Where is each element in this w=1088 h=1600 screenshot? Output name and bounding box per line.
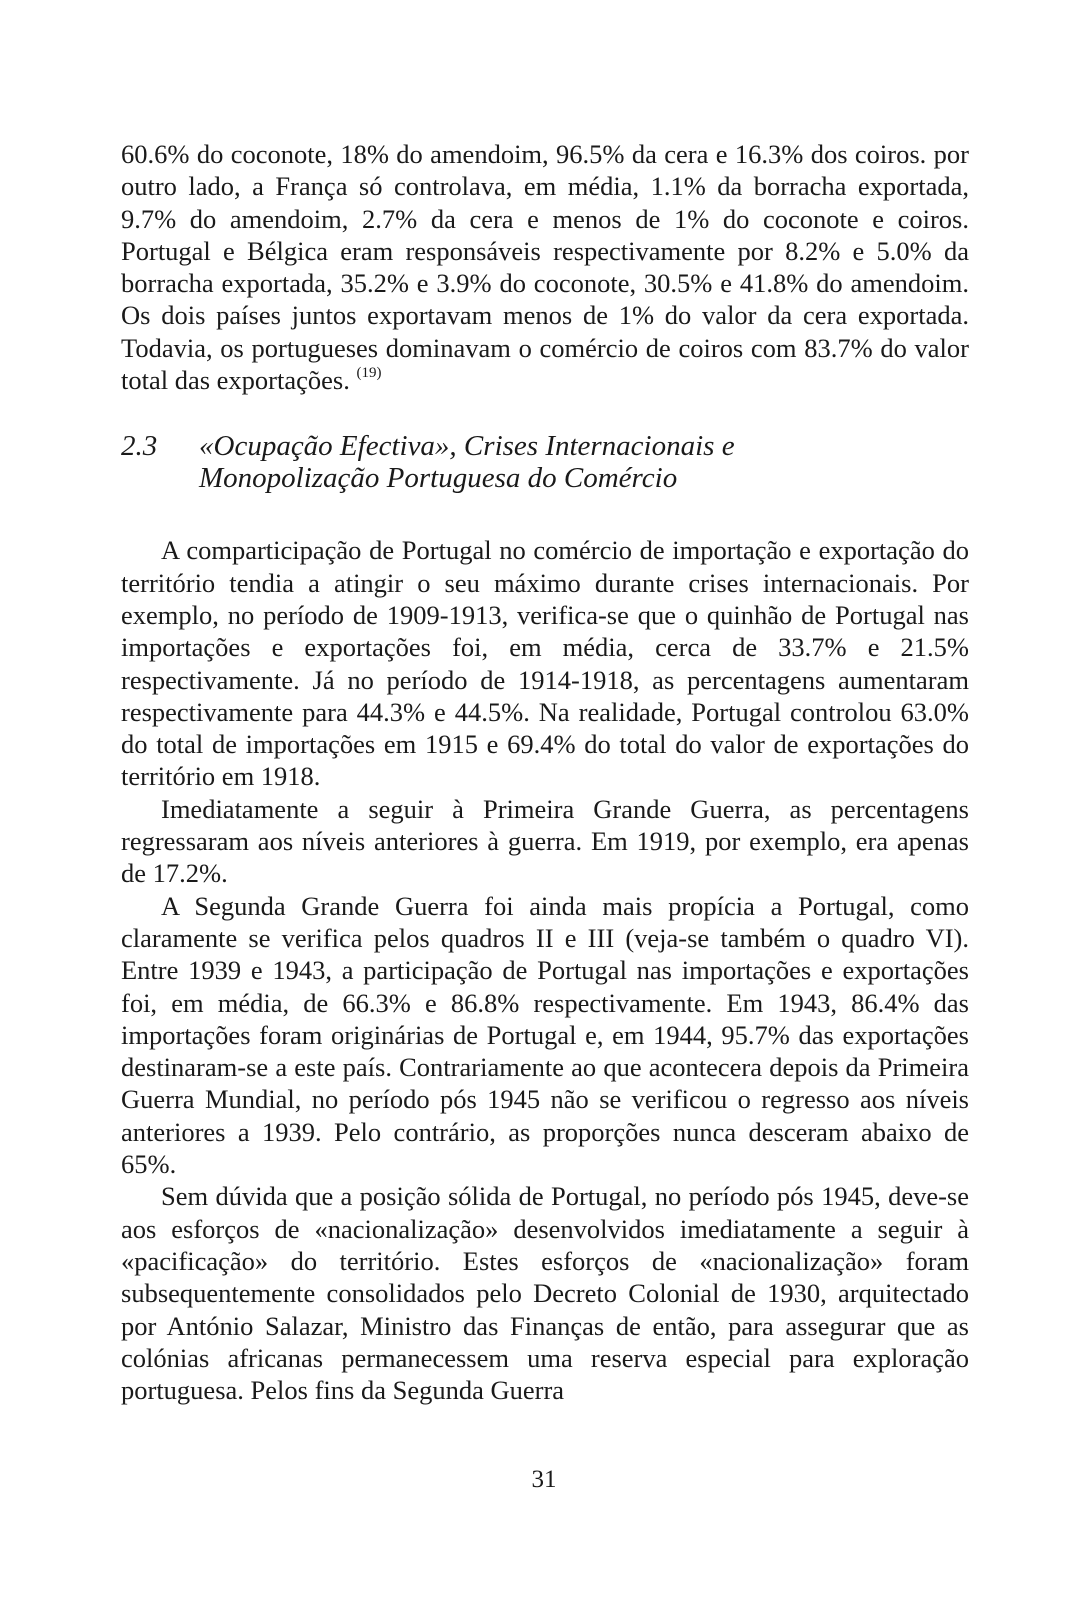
- paragraph-1: A comparticipação de Portugal no comércio de importação e exportação do território tendia a atingir o seu máximo durante crises internacionais. Por exemplo, no período de 1909-1913, verifica-se que o quinhão de Portugal nas importações e exportações foi, em média, cerca de 33.7% e 21.5% respectivamente. Já no período de 1914-1918, as percentagens aumentaram respectivamente para 44.3% e 44.5%. Na realidade, Portugal controlou 63.0% do total de importações em 1915 e 69.4% do total do valor de exportações do território em 1918.: [121, 535, 969, 792]
- paragraph-text: 60.6% do coconote, 18% do amendoim, 96.5% da cera e 16.3% dos coiros. por outro lado, a França só controlava, em média, 1.1% da borracha exportada, 9.7% do amendoim, 2.7% da cera e menos de 1% do coconote e coiros. Portugal e Bélgica eram responsáveis respectivamente por 8.2% e 5.0% da borracha exportada, 35.2% e 3.9% do coconote, 30.5% e 41.8% do amendoim. Os dois países juntos exportavam menos de 1% do valor da cera exportada. Todavia, os portugueses dominavam o comércio de coiros com 83.7% do valor total das exportações.: [121, 139, 969, 396]
- section-title-line-2: Monopolização Portuguesa do Comércio: [199, 462, 678, 495]
- paragraph-3: A Segunda Grande Guerra foi ainda mais propícia a Portugal, como claramente se verifica pelos quadros II e III (veja-se também o quadro VI). Entre 1939 e 1943, a participação de Portugal nas importações e exportações foi, em média, de 66.3% e 86.8% respectivamente. Em 1943, 86.4% das importações foram originárias de Portugal e, em 1944, 95.7% das exportações destinaram-se a este país. Contrariamente ao que acontecera depois da Primeira Guerra Mundial, no período pós 1945 não se verificou o regresso aos níveis anteriores a 1939. Pelo contrário, as proporções nunca desceram abaixo de 65%.: [121, 890, 969, 1180]
- page-body: [121, 138, 969, 1406]
- section-heading: [121, 430, 969, 494]
- paragraph-2: Imediatamente a seguir à Primeira Grande Guerra, as percentagens regressaram aos níveis anteriores à guerra. Em 1919, por exemplo, era apenas de 17.2%.: [121, 793, 969, 889]
- paragraph-continued: [121, 138, 969, 396]
- section-title: [199, 430, 969, 494]
- page-number: 31: [531, 1466, 557, 1493]
- paragraph-4: Sem dúvida que a posição sólida de Portugal, no período pós 1945, deve-se aos esforços de «nacionalização» desenvolvidos imediatamente a seguir à «pacificação» do território. Estes esforços de «nacionalização» foram subsequentemente consolidados pelo Decreto Colonial de 1930, arquitectado por António Salazar, Ministro das Finanças de então, para assegurar que as colónias africanas permanecessem uma reserva especial para exploração portuguesa. Pelos fins da Segunda Guerra: [121, 1181, 969, 1406]
- section-title-line-1: «Ocupação Efectiva», Crises Internacionais e: [199, 430, 735, 463]
- footnote-reference: (19): [356, 365, 382, 382]
- section-number: 2.3: [121, 430, 158, 463]
